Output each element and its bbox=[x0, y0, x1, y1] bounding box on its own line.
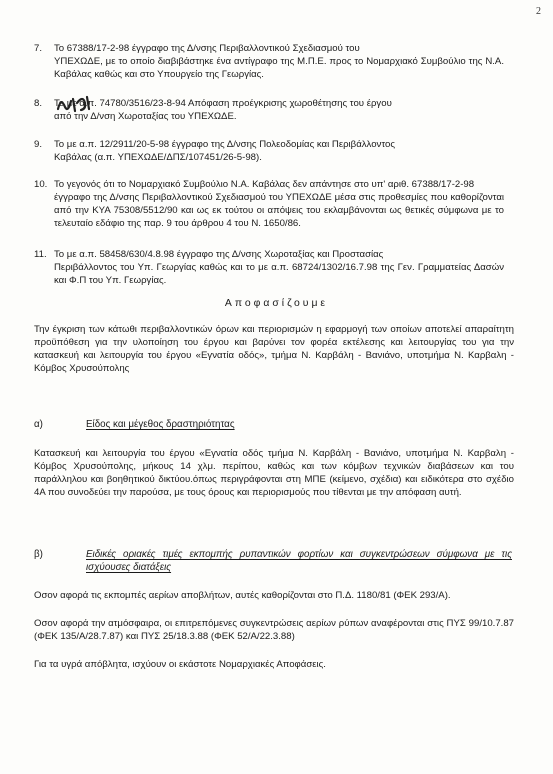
decision-text: Την έγκριση των κάτωθι περιβαλλοντικών όρων και περιορισμών η εφαρμογή των οποίων αποτελεί απαραίτητη προϋπόθεση για την υλοποίηση του έργου και βαρύνει τον φορέα εκτέλεσης και λειτουργίας του για την κατασκευή και λειτουργία του έργου «Εγνατία οδός», τμήμα Ν. Καρβάλη - Βανιάνο, υποτμήμα Ν. Καρβαλη - Κόμβος Χρυσούπολης bbox=[34, 324, 514, 374]
section-title: Ειδικές οριακές τιμές εκπομπής ρυπαντικών φορτίων και συγκεντρώσεων σύμφωνα με τις ισχύουσες διατάξεις bbox=[86, 549, 512, 573]
list-item bbox=[34, 42, 504, 81]
item-text-first: Το με α.π. 12/2911/20-5-98 έγγραφο της Δ/νσης Πολεοδομίας και Περιβάλλοντος bbox=[54, 139, 395, 150]
section-b-paragraph-3: Για τα υγρά απόβλητα, ισχύουν οι εκάστοτε Νομαρχιακές Αποφάσεις. bbox=[34, 659, 326, 670]
item-text-rest: ΥΠΕΧΩΔΕ, με το οποίο διαβιβάστηκε ένα αντίγραφο της Μ.Π.Ε. προς το Νομαρχιακό Συμβούλιο της Ν.Α. Καβάλας καθώς και στο Υπουργείο της Γεωργίας. bbox=[54, 56, 504, 80]
section-label: α) bbox=[34, 419, 43, 430]
page-number: 2 bbox=[536, 6, 541, 17]
item-text-first: Το 67388/17-2-98 έγγραφο της Δ/νσης Περιβαλλοντικού Σχεδιασμού του bbox=[54, 43, 360, 54]
item-text-rest: από την Δ/νση Χωροταξίας του ΥΠΕΧΩΔΕ. bbox=[54, 111, 237, 122]
item-text-first: Το με α.π. 58458/630/4.8.98 έγγραφο της Δ/νσης Χωροταξίας και Προστασίας bbox=[54, 249, 384, 260]
item-text-first: Το γεγονός ότι το Νομαρχιακό Συμβούλιο Ν.Α. Καβάλας δεν απάντησε στο υπ' αριθ. 67388/17-2-98 bbox=[54, 179, 475, 190]
section-b-paragraph-1: Οσον αφορά τις εκπομπές αερίων αποβλήτων, αυτές καθορίζονται στο Π.Δ. 1180/81 (ΦΕΚ 293/Α). bbox=[34, 590, 451, 601]
item-number: 7. bbox=[34, 43, 43, 54]
item-number: 9. bbox=[34, 139, 43, 150]
list-item bbox=[34, 138, 504, 164]
list-item bbox=[34, 248, 504, 287]
item-number: 11. bbox=[34, 249, 47, 260]
item-number: 10. bbox=[34, 179, 48, 190]
list-item bbox=[34, 178, 504, 230]
section-a-heading bbox=[34, 418, 235, 431]
item-text-rest: Καβάλας (α.π. ΥΠΕΧΩΔΕ/ΔΠΣ/107451/26-5-98). bbox=[54, 152, 262, 163]
section-a-text: Κατασκευή και λειτουργία του έργου «Εγνατία οδός τμήμα Ν. Καρβάλη - Βανιάνο, υποτμήμα Ν. Καρβαλη - Κόμβος Χρυσούπολης, μήκους 14 χλμ. περίπου, καθώς και των κόμβων τεχνικών διαβάσεων και του παράλληλου και βοηθητικού δικτύου.όπως περιγράφονται στη ΜΠΕ (κείμενο, σχέδια) και ειδικότερα στο σχέδιο 4Α που συνοδεύει την παρούσα, με τους όρους και περιορισμούς που τίθενται με την απόφαση αυτή. bbox=[34, 448, 514, 498]
handwritten-mark bbox=[55, 93, 95, 115]
decision-heading: Αποφασίζουμε bbox=[224, 298, 329, 309]
section-label: β) bbox=[34, 549, 43, 560]
section-b-heading bbox=[34, 548, 514, 574]
item-text-first: Το με α.π. 74780/3516/23-8-94 Απόφαση προέγκρισης χωροθέτησης του έργου bbox=[54, 98, 392, 109]
item-number: 8. bbox=[34, 98, 43, 109]
section-title: Είδος και μέγεθος δραστηριότητας bbox=[86, 419, 235, 430]
list-item bbox=[34, 97, 504, 123]
section-b-paragraph-2: Οσον αφορά την ατμόσφαιρα, οι επιτρεπόμενες συγκεντρώσεις αερίων ρύπων αναφέρονται στις ΠΥΣ 99/10.7.87 (ΦΕΚ 135/Α/28.7.87) και ΠΥΣ 25/18.3.88 (ΦΕΚ 52/Α/22.3.88) bbox=[34, 618, 514, 642]
item-text-rest: έγγραφο της Δ/νσης Περιβαλλοντικού Σχεδιασμού του ΥΠΕΧΩΔΕ μέσα στις προθεσμίες που καθορίζονται από την ΚΥΑ 75308/5512/90 και ως εκ τούτου οι απόψεις του εκλαμβάνονται ως θετικές σύμφωνα με το τελευταίο εδάφιο της παρ. 9 του άρθρου 4 του Ν. 1650/86. bbox=[54, 192, 504, 229]
item-text-rest: Περιβάλλοντος του Υπ. Γεωργίας καθώς και το με α.π. 68724/1302/16.7.98 της Γεν. Γραμματείας Δασών και Φ.Π του Υπ. Γεωργίας. bbox=[54, 262, 504, 286]
